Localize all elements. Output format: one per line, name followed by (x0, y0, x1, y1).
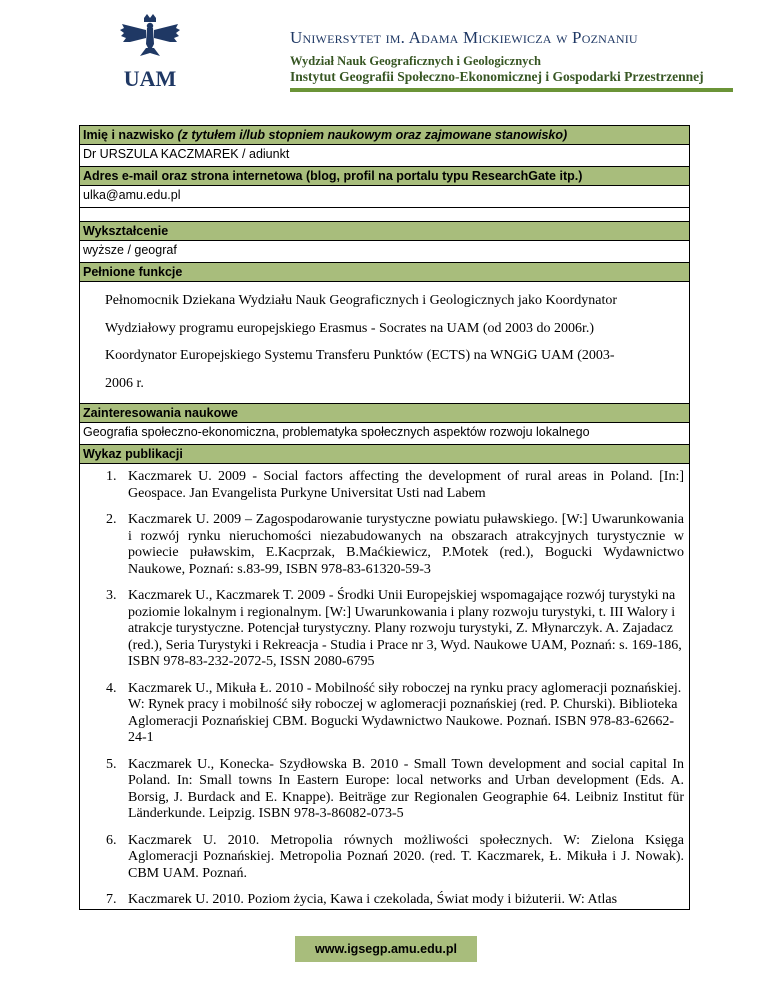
publication-number: 2. (106, 512, 117, 527)
publication-text: Kaczmarek U., Mikuła Ł. 2010 - Mobilność siły roboczej na rynku pracy aglomeracji poznańskiej. W: Rynek pracy i mobilność siły roboczej w aglomeracji poznańskiej (red. P. Churski). Biblioteka Aglomeracji Poznańskiej CBM. Bogucki Wydawnictwo Naukowe. Poznań. ISBN 978-83-62662-24-1 (128, 680, 682, 745)
publication-text: Kaczmarek U. 2010. Poziom życia, Kawa i czekolada, Świat mody i biżuterii. W: Atlas (128, 892, 618, 907)
contact-value: ulka@amu.edu.pl (80, 185, 689, 207)
interests-section-header: Zainteresowania naukowe (80, 403, 689, 422)
publication-number: 6. (106, 832, 117, 848)
publication-text: Kaczmarek U. 2009 - Social factors affecting the development of rural areas in Poland. [In:] Geospace. Jan Evangelista Purkyne Universitat Usti nad Labem (128, 469, 684, 501)
publication-item (80, 757, 684, 823)
name-label-note: (z tytułem i/lub stopniem naukowym oraz zajmowane stanowisko) (177, 128, 568, 142)
education-value: wyższe / geograf (80, 240, 689, 262)
interests-value: Geografia społeczno-ekonomiczna, problematyka społecznych aspektów rozwoju lokalnego (80, 422, 689, 444)
publication-item (80, 681, 684, 747)
functions-section-header: Pełnione funkcje (80, 262, 689, 281)
publication-text: Kaczmarek U. 2010. Metropolia równych możliwości społecznych. W: Zielona Księga Aglomeracji Poznańskiej. Metropolia Poznań 2020. (red. T. Kaczmarek, Ł. Mikuła i J. Nowak). CBM UAM. Poznań. (128, 832, 684, 881)
functions-line: Koordynator Europejskiego Systemu Transferu Punktów (ECTS) na WNGiG UAM (2003- (105, 348, 615, 363)
publications-list (80, 463, 689, 909)
university-title (290, 28, 730, 48)
publication-number: 7. (106, 892, 117, 907)
publication-item (80, 588, 684, 671)
publication-number: 5. (106, 756, 117, 772)
faculty-name: Wydział Nauk Geograficznych i Geologicznych (290, 54, 541, 68)
publication-item (80, 512, 684, 578)
cv-form (79, 125, 690, 910)
uam-eagle-logo (118, 14, 182, 92)
name-value: Dr URSZULA KACZMAREK / adiunkt (80, 144, 689, 166)
education-section-header: Wykształcenie (80, 221, 689, 240)
publication-item (80, 833, 684, 883)
publication-text: Kaczmarek U., Kaczmarek T. 2009 - Środki Unii Europejskiej wspomagające rozwój turystyki na poziomie lokalnym i regionalnym. [W:] Uwarunkowania i plany rozwoju turystyki, t. III Walory i atrakcje turystyczne. Potencjał turystyczny. Plany rozwoju turystyki, Z. Młynarczyk. A. Zajadacz (red.), Seria Turystyki i Rekreacja - Studia i Prace nr 3, Wyd. Naukowe UAM, Poznań: s. 169-186, ISBN 978-83-232-2072-5, ISSN 2080-6795 (128, 588, 682, 669)
publication-item (80, 892, 684, 909)
functions-line: Pełnomocnik Dziekana Wydziału Nauk Geograficznych i Geologicznych jako Koordynator (105, 293, 618, 308)
publication-number: 1. (106, 469, 117, 484)
name-label: Imię i nazwisko (83, 128, 175, 142)
contact-blank-row (80, 207, 689, 221)
functions-line: Wydziałowy programu europejskiego Erasmus - Socrates na UAM (od 2003 do 2006r.) (105, 320, 595, 336)
university-name: Uniwersytet im. Adama Mickiewicza w Poznaniu (290, 28, 638, 47)
publication-text: Kaczmarek U., Konecka- Szydłowska B. 2010 - Small Town development and social capital In Poland. In: Small towns In Eastern Europe: local networks and Urban development (Eds. A. Borsig, J. Burdack and E. Knappe). Beiträge zur Regionalen Geographie 64. Leibniz Institut für Länderkunde. Leipzig. ISBN 978-3-86082-073-5 (128, 756, 684, 821)
publication-text: Kaczmarek U. 2009 – Zagospodarowanie turystyczne powiatu puławskiego. [W:] Uwarunkowania i rozwój rynku nieruchomości niezabudowanych na obszarach atrakcyjnych turystycznie w powiecie puławskim, E.Kacprzak, B.Maćkiewicz, P.Motek (red.), Bogucki Wydawnictwo Naukowe, Poznań: s.83-99, ISBN 978-83-61320-59-3 (128, 512, 684, 577)
functions-body (80, 281, 689, 403)
publication-item (80, 469, 684, 502)
header-divider (290, 88, 733, 92)
name-section-header (80, 126, 689, 144)
publication-number: 4. (106, 680, 117, 696)
contact-section-header: Adres e-mail oraz strona internetowa (blog, profil na portalu typu ResearchGate itp.) (80, 166, 689, 185)
logo-text: UAM (123, 66, 177, 91)
functions-line: 2006 r. (105, 375, 144, 391)
publication-number: 3. (106, 588, 117, 603)
footer-website-link[interactable]: www.igsegp.amu.edu.pl (295, 936, 477, 962)
institute-name: Instytut Geografii Społeczno-Ekonomicznej i Gospodarki Przestrzennej (290, 69, 704, 84)
publications-section-header: Wykaz publikacji (80, 444, 689, 463)
